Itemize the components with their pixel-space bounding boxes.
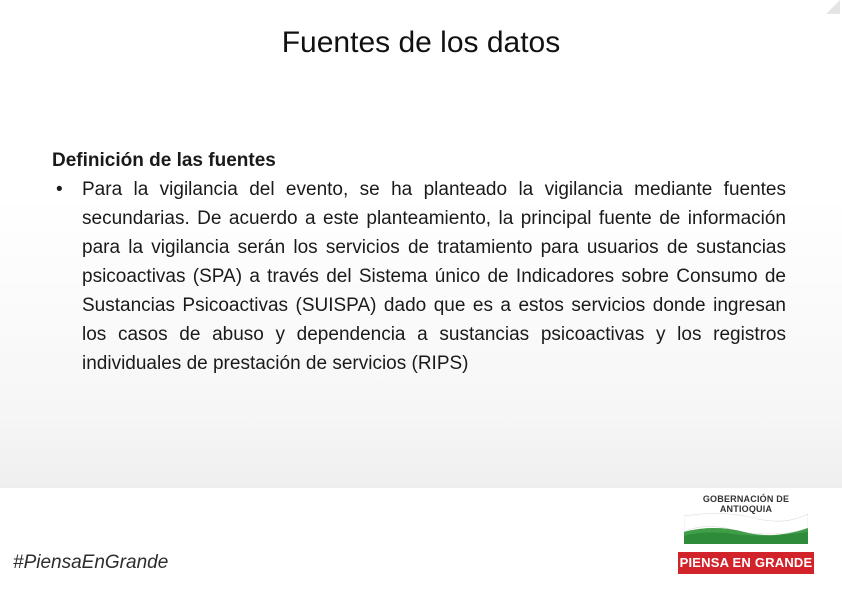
logo-slogan: PIENSA EN GRANDE bbox=[679, 555, 813, 570]
logo-institution-name: GOBERNACIÓN DE ANTIOQUIA bbox=[702, 494, 790, 514]
slide-title: Fuentes de los datos bbox=[281, 26, 561, 59]
gobernacion-antioquia-logo bbox=[678, 492, 814, 576]
section-heading: Definición de las fuentes bbox=[52, 150, 276, 171]
corner-fold-mark bbox=[826, 0, 840, 14]
slogan-banner bbox=[678, 552, 814, 574]
footer-hashtag: #PiensaEnGrande bbox=[13, 552, 169, 573]
bullet-text: Para la vigilancia del evento, se ha planteado la vigilancia mediante fuentes secundarias. De acuerdo a este planteamiento, la principal fuente de información para la vigilancia serán los servicios de tratamiento para usuarios de sustancias psicoactivas (SPA) a través del Sistema único de Indicadores sobre Consumo de Sustancias Psicoactivas (SUISPA) dado que es a estos servicios donde ingresan los casos de abuso y dependencia a sustancias psicoactivas y los registros individuales de prestación de servicios (RIPS) bbox=[82, 179, 786, 374]
bullet-item bbox=[52, 175, 786, 378]
bullet-marker: • bbox=[56, 179, 63, 200]
antioquia-flag-icon bbox=[684, 508, 808, 544]
slide-content bbox=[52, 146, 786, 378]
